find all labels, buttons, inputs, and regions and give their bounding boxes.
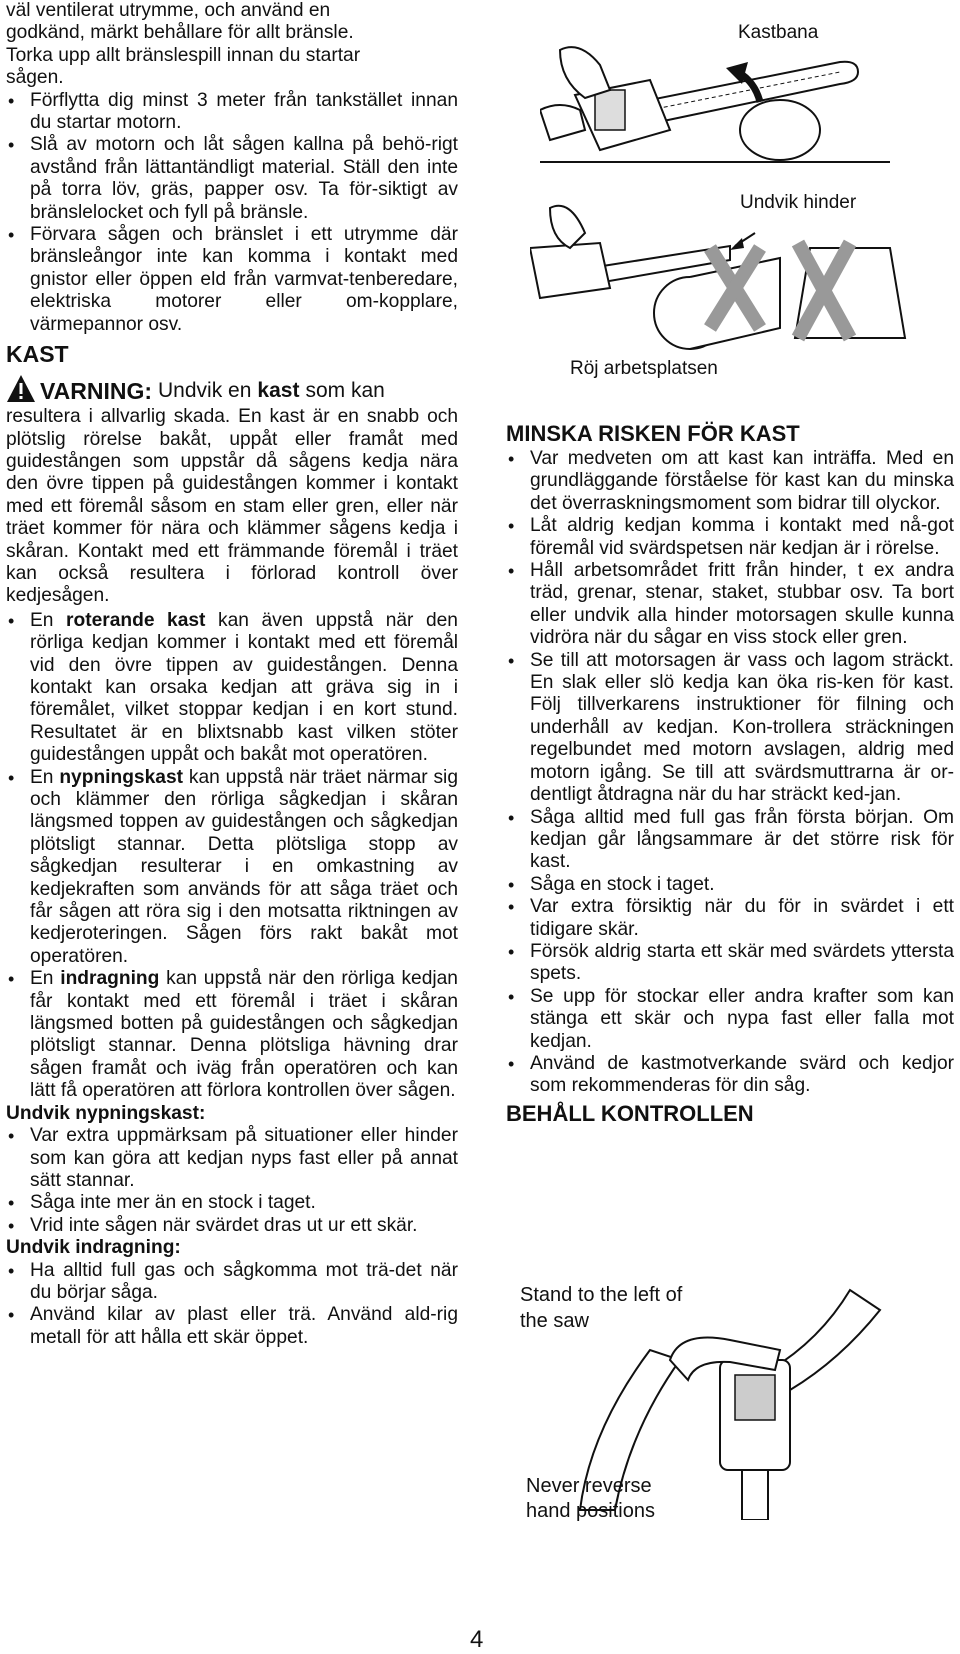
page-number: 4 <box>470 1626 484 1653</box>
pinch-list <box>6 1125 458 1237</box>
fuel-safety-list <box>6 90 458 336</box>
list-item: • Ha alltid full gas och sågkomma mot trä-det när du börjar såga. <box>6 1260 458 1305</box>
intro-line: Torka upp allt bränslespill innan du startar <box>6 44 361 66</box>
pinch-heading: Undvik nypningskast: <box>6 1102 206 1124</box>
warning-text-post: som kan <box>305 379 385 403</box>
list-item: • Var extra uppmärksam på situationer eller hinder som kan göra att kedjan nyps fast eller på annat sätt stannar. <box>6 1125 458 1192</box>
list-item: • Förflytta dig minst 3 meter från tankstället innan du startar motorn. <box>6 90 458 135</box>
kickback-path-figure <box>540 10 960 170</box>
list-item: • Vrid inte sågen när svärdet dras ut ur ett skär. <box>6 1215 458 1237</box>
control-heading: BEHÅLL KONTROLLEN <box>506 1100 754 1126</box>
list-item: • Såga inte mer än en stock i taget. <box>6 1192 458 1214</box>
list-item: • Använd de kastmotverkande svärd och kedjor som rekommenderas för din såg. <box>506 1053 954 1098</box>
list-item: • Var extra försiktig när du för in svärdet i ett tidigare skär. <box>506 896 954 941</box>
risk-heading: MINSKA RISKEN FÖR KAST <box>506 421 800 446</box>
warning-paragraph: resultera i allvarlig skada. En kast är en snabb och plötslig rörelse bakåt, uppåt eller framåt med guidestången som uppstår då sågens kedja nära den övre tippen på guidestången kommer i kontakt med ett föremål såsom en stam eller gren, eller när träet kommer för nära och klämmer sågens kedja i skåran. Kontakt med ett främmande föremål i träet kan också resultera i förlorad kontroll över kedjesågen. <box>6 406 458 607</box>
obstacle-figure <box>530 188 930 388</box>
list-item: • Låt aldrig kedjan komma i kontakt med nå-got föremål vid svärdspetsen när kedjan är i rörelse. <box>506 515 954 560</box>
pull-heading: Undvik indragning: <box>6 1237 181 1259</box>
fig-label-never-2: hand positions <box>526 1500 655 1522</box>
obstacle-illustration <box>530 188 930 353</box>
warning-line <box>6 374 458 404</box>
pull-list <box>6 1260 458 1350</box>
list-item: • Slå av motorn och låt sågen kallna på behö-rigt avstånd från lättantändligt material. Ställ den inte på torra löv, gräs, papper osv. Ta för-siktigt av bränslelocket och fyll på bränsle. <box>6 134 458 224</box>
list-item: • Försök aldrig starta ett skär med svärdets yttersta spets. <box>506 941 954 986</box>
hand-position-figure <box>520 1280 940 1520</box>
list-item: • Såga alltid med full gas från första början. Om kedjan går långsammare är det större risk för kast. <box>506 807 954 874</box>
list-item: • Såga en stock i taget. <box>506 874 954 896</box>
list-item: • Var medveten om att kast kan inträffa. Med en grundläggande förståelse för kast kan du minska det överraskningsmoment som bidrar till olyckor. <box>506 448 954 515</box>
fig-label-kastbana: Kastbana <box>738 22 819 43</box>
list-item: • Håll arbetsområdet fritt från hinder, t ex andra träd, grenar, stenar, staket, stubbar osv. Ta bort eller undvik alla hinder motorsagen skulle kunna vidröra när du sågar en viss stock eller gren. <box>506 560 954 650</box>
left-column <box>6 0 458 1349</box>
right-column <box>506 420 954 1128</box>
kickback-types-list <box>6 610 458 1103</box>
fig-label-undvik-hinder: Undvik hinder <box>740 192 857 213</box>
warning-text-bold: kast <box>257 379 300 403</box>
risk-list <box>506 448 954 1098</box>
list-item: • Se till att motorsagen är vass och lagom sträckt. En slak eller slö kedja kan öka ris-ken för kast. Följ tillverkarens instruktioner för filning och underhåll av kedjan. Kon-trollera sträckningen regelbundet med motorn avslagen, aldrig med motorn igång. Se till att svärdsmuttrarna är or-dentligt åtdragna när du har sträckt ked-jan. <box>506 650 954 807</box>
list-item: • En indragning kan uppstå när den rörliga kedjan får kontakt med ett föremål i träet i skåran längsmed botten på guidestången och sågkedjan plötsligt stannar. Denna plötsliga hävning drar sågen framåt och iväg från operatören och kan lätt få operatören att förlora kontrollen över sågen. <box>6 968 458 1102</box>
fig-label-stand-2: the saw <box>520 1310 589 1332</box>
intro-line: väl ventilerat utrymme, och använd en <box>6 0 331 21</box>
fig-label-roj-arbetsplatsen: Röj arbetsplatsen <box>570 358 718 379</box>
list-item: • En roterande kast kan även uppstå när den rörliga kedjan kommer i kontakt med ett föremål vid den övre tippen av guidestången. Denna kontakt kan orsaka kedjan att gräva sig in i föremålet, vilket stoppar kedjan i en kort stund. Resultatet är en blixtsnabb kast vilken stöter guidestången uppåt och bakåt mot operatören. <box>6 610 458 767</box>
intro-paragraph <box>6 0 458 90</box>
warning-text-pre: Undvik en <box>158 379 252 403</box>
intro-line: godkänd, märkt behållare för allt bränsle. <box>6 22 354 44</box>
warning-icon <box>6 374 36 404</box>
list-item: • Se upp för stockar eller andra krafter som kan stänga ett skär och nypa fast eller falla mot kedjan. <box>506 986 954 1053</box>
list-item: • Förvara sågen och bränslet i ett utrymme där bränsleångor inte kan komma i kontakt med gnistor eller öppen eld från varmvat-tenberedare, elektriska motorer eller om-kopplare, värmepannor osv. <box>6 224 458 336</box>
warning-label: VARNING: <box>40 378 153 405</box>
kast-heading: KAST <box>6 341 69 368</box>
fig-label-never-1: Never reverse <box>526 1475 652 1497</box>
intro-line: sågen. <box>6 67 64 89</box>
fig-label-stand-1: Stand to the left of <box>520 1284 683 1306</box>
list-item: • Använd kilar av plast eller trä. Använd ald-rig metall för att hålla ett skär öppet. <box>6 1304 458 1349</box>
list-item: • En nypningskast kan uppstå när träet närmar sig och klämmer den rörliga sågkedjan i skåran längsmed toppen av guidestången och sågkedjan plötsligt stannar. Detta plötsliga stopp av sågkedjan resulterar i en omkastning av kedjekraften som används för att såga träet och får sågen att röra sig i den motsatta riktningen av kedjeroteringen. Sågen förs rakt bakåt mot operatören. <box>6 767 458 969</box>
